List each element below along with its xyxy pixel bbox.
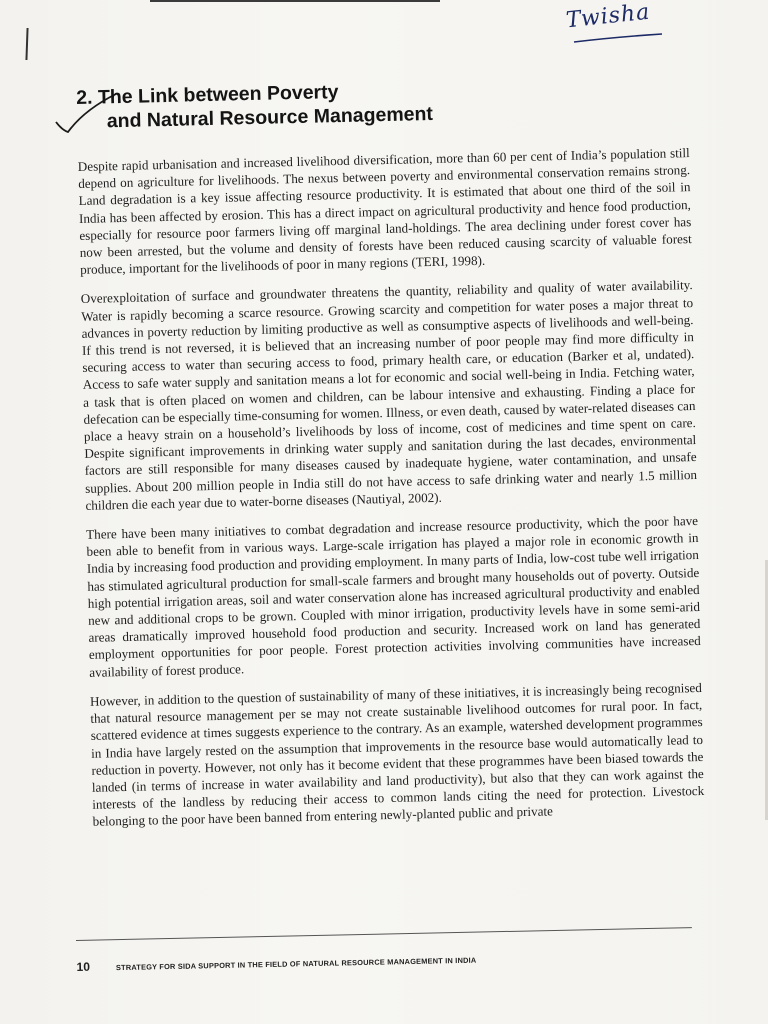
paragraph: Despite rapid urbanisation and increased livelihood diversification, more than 60 per cent of India’s population still depend on agriculture for livelihoods. The nexus between poverty and environmental conservation remains strong. Land degradation is a key issue affecting resource productivity. It is estimated that about one third of the soil in India has been affected by erosion. This has a direct impact on agricultural productivity and hence food production, especially for resource poor farmers living off marginal land-holdings. The area declining under forest cover has now been arrested, but the volume and density of forests have been reduced causing scarcity of valuable forest produce, important for the livelihoods of poor in many regions (TERI, 1998). [77, 145, 692, 278]
page-body [76, 72, 705, 842]
chapter-title-line1: The Link between Poverty [97, 81, 339, 109]
paragraph: However, in addition to the question of sustainability of many of these initiatives, it is increasingly being recognised that natural resource management per se may not create sustainable livelihood outcomes for rural poor. In fact, scattered evidence at times suggests experience to the contrary. As an example, watershed development programmes in India have largely rested on the assumption that improvements in the resource base would automatically lead to reduction in poverty. However, not only has it become evident that these programmes have been biased towards the landed (in terms of increase in water availability and land productivity), but also that they can work against the interests of the landless by reducing their access to common lands citing the need for protection. Livestock belonging to the poor have been banned from entering newly-planted public and private [89, 679, 705, 830]
top-edge-line [150, 0, 440, 2]
paragraph: Overexploitation of surface and groundwater threatens the quantity, reliability and quality of water availability. Water is rapidly becoming a scarce resource. Growing scarcity and competition for water poses a major threat to advances in poverty reduction by limiting productive as well as consumptive aspects of livelihoods and well-being. If this trend is not reversed, it is believed that an increasing number of poor people may find more difficulty in securing access to water than securing access to food, primary health care, or education (Barker et al, undated). Access to safe water supply and sanitation means a lot for economic and social well-being in India. Fetching water, a task that is often placed on women and children, can be labour intensive and exhausting. Finding a place for defecation can be especially time-consuming for women. Illness, or even death, caused by water-related diseases can place a heavy strain on a household’s livelihoods by loss of income, cost of medicines and time spent on care. Despite significant improvements in drinking water supply and sanitation during the last decades, environmental factors are still responsible for many diseases caused by inadequate hygiene, water contamination, and unsafe supplies. About 200 million people in India still do not have access to safe drinking water and nearly 1.5 million children die each year due to water-borne diseases (Nautiyal, 2002). [80, 277, 698, 513]
page-footer [76, 927, 697, 974]
handwritten-signature [564, 0, 670, 50]
signature-text: Twisha [564, 0, 652, 34]
footer-row [76, 947, 696, 974]
page-number: 10 [76, 959, 91, 974]
margin-pen-mark [25, 28, 28, 60]
paragraph: There have been many initiatives to combat degradation and increase resource productivity, which the poor have been able to benefit from in various ways. Large-scale irrigation has played a major role in economic growth in India by increasing food production and providing employment. In many parts of India, low-cost tube well irrigation has stimulated agricultural production for small-scale farmers and brought many households out of poverty. Outside high potential irrigation areas, soil and water conservation alone has increased agricultural productivity and enabled new and additional crops to be grown. Coupled with minor irrigation, productivity levels have in some semi-arid areas dramatically improved household food production and security. Increased work on land has generated employment opportunities for poor people. Forest protection activities involving communities have increased availability of forest produce. [86, 513, 701, 680]
footer-rule [76, 927, 692, 941]
running-title: STRATEGY FOR SIDA SUPPORT IN THE FIELD OF NATURAL RESOURCE MANAGEMENT IN INDIA [115, 955, 477, 973]
chapter-title [76, 72, 689, 134]
chapter-number: 2. [76, 86, 93, 109]
chapter-title-line2: and Natural Resource Management [106, 102, 434, 133]
